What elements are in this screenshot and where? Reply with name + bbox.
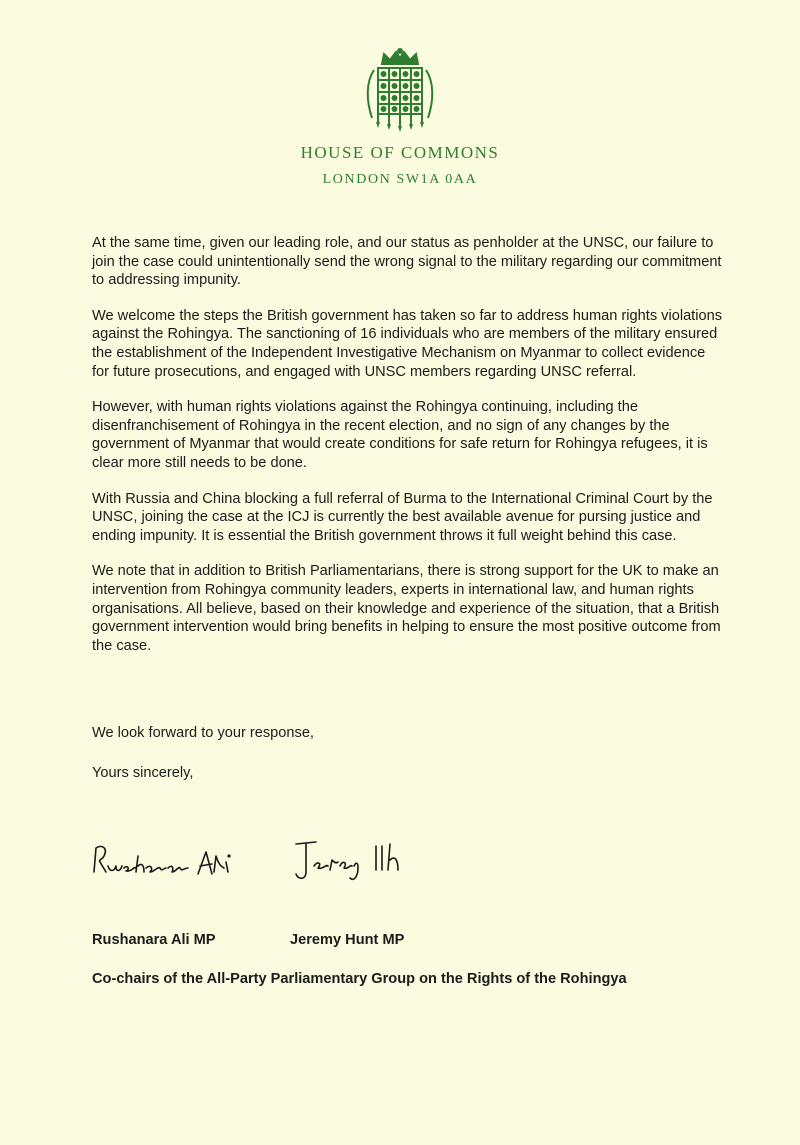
signatory-name: Rushanara Ali MP	[92, 932, 216, 948]
signatory-name: Jeremy Hunt MP	[290, 932, 405, 948]
portcullis-crest-icon	[360, 48, 440, 134]
signature-rushanara-ali	[88, 838, 248, 884]
letter-body	[92, 234, 722, 672]
body-paragraph: We welcome the steps the British government has taken so far to address human rights violations against the Rohingya. The sanctioning of 16 individuals who are members of the military ensured the establishment of the Independent Investigative Mechanism on Myanmar to collect evidence for future prosecutions, and engaged with UNSC members regarding UNSC referral.	[92, 307, 723, 380]
letterhead-title: HOUSE OF COMMONS	[300, 143, 500, 162]
body-paragraph: With Russia and China blocking a full referral of Burma to the International Criminal Court by the UNSC, joining the case at the ICJ is currently the best available avenue for pursing justice and ending impunity. It is essential the British government throws it full weight behind this case.	[92, 490, 713, 544]
body-paragraph: However, with human rights violations against the Rohingya continuing, including the disenfranchisement of Rohingya in the recent election, and no sign of any changes by the government of Myanmar that would create conditions for safe return for Rohingya refugees, it is clear more still needs to be done.	[92, 399, 708, 471]
sign-off: Yours sincerely,	[92, 765, 194, 781]
signature-jeremy-hunt	[292, 836, 422, 888]
body-paragraph: At the same time, given our leading role, and our status as penholder at the UNSC, our failure to join the case could unintentionally send the wrong signal to the military regarding our commitment to addressing impunity.	[92, 235, 722, 289]
closing-line: We look forward to your response,	[92, 725, 314, 741]
cochairs-title: Co-chairs of the All-Party Parliamentary Group on the Rights of the Rohingya	[92, 971, 627, 987]
body-paragraph: We note that in addition to British Parliamentarians, there is strong support for the UK to make an intervention from Rohingya community leaders, experts in international law, and human rights organisations. All believe, based on their knowledge and experience of the situation, that a British government intervention would bring benefits in helping to ensure the most positive outcome from the case.	[92, 563, 721, 654]
letterhead-address: LONDON SW1A 0AA	[322, 172, 478, 187]
